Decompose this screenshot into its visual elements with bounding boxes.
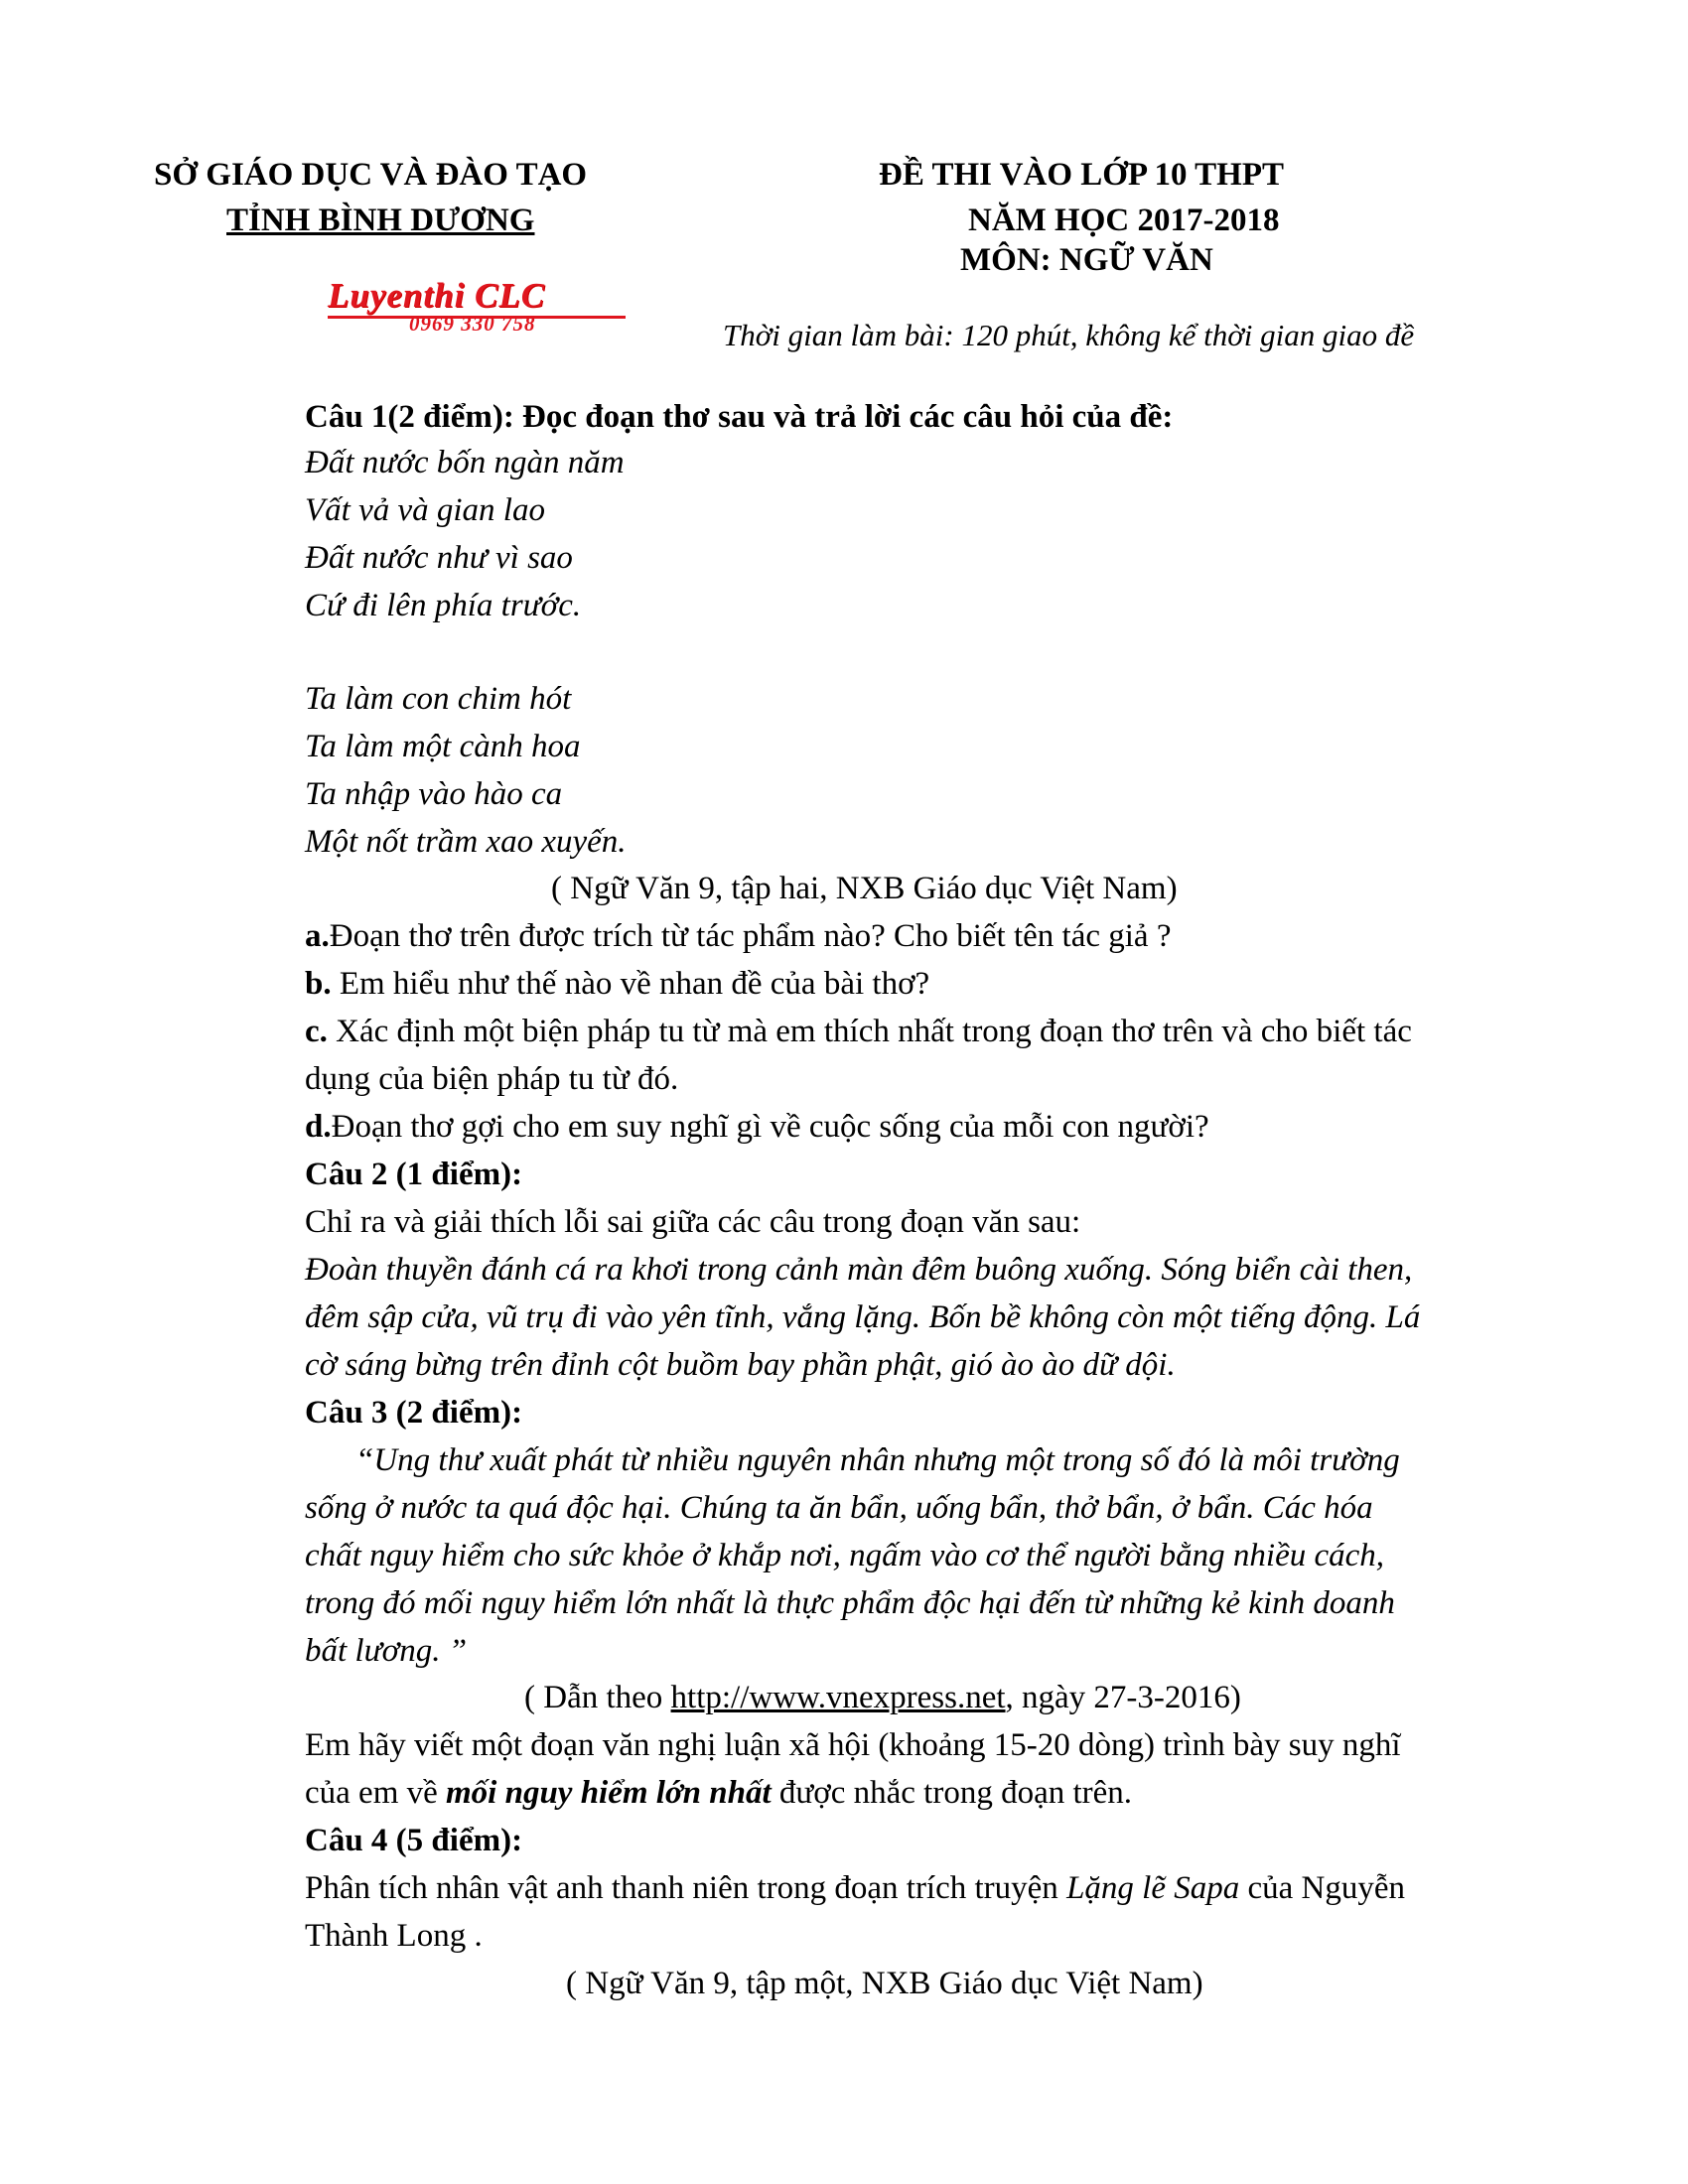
q4-prompt-prefix: Phân tích nhân vật anh thanh niên trong đoạn trích truyện (305, 1870, 1067, 1906)
q4-work-title: Lặng lẽ Sapa (1066, 1870, 1240, 1906)
q3-emphasis: mối nguy hiểm lớn nhất (446, 1775, 772, 1811)
school-year: NĂM HỌC 2017-2018 (968, 203, 1280, 238)
q2-passage-line: cờ sáng bừng trên đỉnh cột buồm bay phần phật, gió ào ào dữ dội. (305, 1347, 1176, 1383)
logo-phone: 0969 330 758 (409, 312, 536, 336)
q3-source (524, 1674, 1241, 1721)
poem-line: Một nốt trầm xao xuyến. (305, 824, 627, 860)
q3-prompt-prefix: của em về (305, 1775, 447, 1811)
time-note: Thời gian làm bài: 120 phút, không kể thời gian giao đề (723, 318, 1415, 352)
q2-title: Câu 2 (1 điểm): (305, 1157, 523, 1192)
q1-item-c-cont: dụng của biện pháp tu từ đó. (305, 1061, 679, 1097)
subject: MÔN: NGỮ VĂN (960, 242, 1213, 278)
q1-item-d (305, 1103, 1209, 1151)
q3-quote-line: chất nguy hiểm cho sức khỏe ở khắp nơi, ngấm vào cơ thể người bằng nhiều cách, (305, 1538, 1385, 1573)
q3-source-prefix: ( Dẫn theo (524, 1680, 671, 1715)
q4-source: ( Ngữ Văn 9, tập một, NXB Giáo dục Việt Nam) (566, 1966, 1203, 2001)
item-label: d. (305, 1109, 332, 1145)
q2-passage-line: đêm sập cửa, vũ trụ đi vào yên tĩnh, vắng lặng. Bốn bề không còn một tiếng động. Lá (305, 1299, 1421, 1335)
q3-prompt-line1: Em hãy viết một đoạn văn nghị luận xã hội (khoảng 15-20 dòng) trình bày suy nghĩ (305, 1727, 1401, 1763)
source-link[interactable]: http://www.vnexpress.net (670, 1680, 1006, 1715)
poem-line: Ta làm con chim hót (305, 681, 572, 717)
item-label: a. (305, 918, 330, 954)
exam-title: ĐỀ THI VÀO LỚP 10 THPT (879, 157, 1285, 193)
q3-prompt-suffix: được nhắc trong đoạn trên. (771, 1775, 1133, 1811)
q3-source-suffix: , ngày 27-3-2016) (1005, 1680, 1241, 1715)
q4-prompt-line1 (305, 1864, 1405, 1912)
q4-prompt-line2: Thành Long . (305, 1918, 483, 1954)
province-name: TỈNH BÌNH DƯƠNG (226, 203, 535, 238)
item-label: c. (305, 1014, 328, 1049)
poem-line: Vất vả và gian lao (305, 492, 545, 528)
q2-passage-line: Đoàn thuyền đánh cá ra khơi trong cảnh màn đêm buông xuống. Sóng biển cài then, (305, 1252, 1413, 1288)
item-text: Đoạn thơ trên được trích từ tác phẩm nào? Cho biết tên tác giả ? (329, 918, 1172, 954)
q2-prompt: Chỉ ra và giải thích lỗi sai giữa các câu trong đoạn văn sau: (305, 1204, 1081, 1240)
q3-quote-line: sống ở nước ta quá độc hại. Chúng ta ăn bẩn, uống bẩn, thở bẩn, ở bẩn. Các hóa (305, 1490, 1373, 1526)
item-text: Em hiểu như thế nào về nhan đề của bài thơ? (331, 966, 930, 1002)
q3-quote-line: “Ung thư xuất phát từ nhiều nguyên nhân nhưng một trong số đó là môi trường (355, 1442, 1400, 1478)
q1-source: ( Ngữ Văn 9, tập hai, NXB Giáo dục Việt Nam) (551, 871, 1178, 906)
q1-title: Câu 1(2 điểm): Đọc đoạn thơ sau và trả lời các câu hỏi của đề: (305, 399, 1174, 435)
logo-name: Luyenthi CLC (328, 276, 546, 315)
q4-prompt-suffix: của Nguyễn (1239, 1870, 1406, 1906)
q3-quote-line: trong đó mối nguy hiểm lớn nhất là thực phẩm độc hại đến từ những kẻ kinh doanh (305, 1585, 1395, 1621)
q1-item-a (305, 912, 1171, 960)
q3-title: Câu 3 (2 điểm): (305, 1395, 523, 1431)
item-label: b. (305, 966, 332, 1002)
q1-item-b (305, 960, 929, 1008)
poem-line: Đất nước bốn ngàn năm (305, 445, 625, 480)
poem-line: Đất nước như vì sao (305, 540, 573, 576)
q1-item-c (305, 1008, 1412, 1055)
q3-quote-line: bất lương. ” (305, 1633, 468, 1669)
item-text: Đoạn thơ gợi cho em suy nghĩ gì về cuộc sống của mỗi con người? (331, 1109, 1209, 1145)
poem-line: Cứ đi lên phía trước. (305, 588, 582, 623)
q4-title: Câu 4 (5 điểm): (305, 1823, 523, 1858)
poem-line: Ta làm một cành hoa (305, 729, 581, 764)
item-text: Xác định một biện pháp tu từ mà em thích nhất trong đoạn thơ trên và cho biết tác (327, 1014, 1412, 1049)
poem-line: Ta nhập vào hào ca (305, 776, 563, 812)
q3-prompt-line2 (305, 1769, 1132, 1817)
department-name: SỞ GIÁO DỤC VÀ ĐÀO TẠO (154, 157, 588, 193)
